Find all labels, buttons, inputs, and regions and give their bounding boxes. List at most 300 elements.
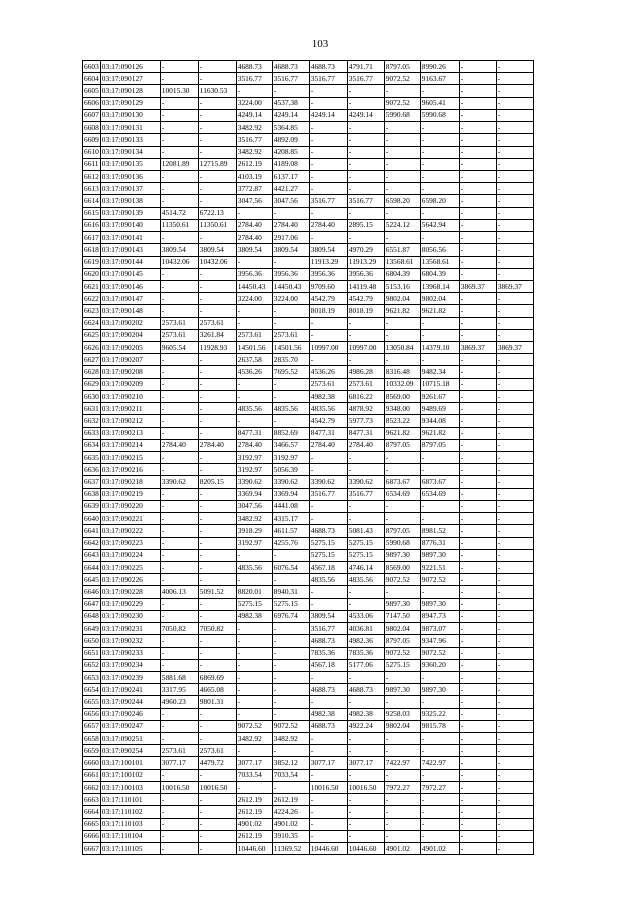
- table-cell: 6631: [83, 403, 101, 415]
- table-cell: 13968.14: [420, 280, 459, 292]
- table-cell: 2612.19: [236, 794, 272, 806]
- table-cell: 3077.17: [347, 757, 384, 769]
- table-cell: -: [496, 122, 533, 134]
- table-cell: 03:17:090244: [100, 696, 160, 708]
- table-cell: 9258.03: [384, 708, 420, 720]
- table-cell: -: [459, 427, 496, 439]
- table-row: [83, 354, 534, 366]
- table-cell: -: [496, 806, 533, 818]
- table-cell: 4986.28: [347, 366, 384, 378]
- table-cell: -: [198, 720, 236, 732]
- table-cell: -: [347, 329, 384, 341]
- table-cell: 3261.84: [198, 329, 236, 341]
- table-row: [83, 476, 534, 488]
- table-cell: -: [160, 73, 198, 85]
- table-cell: -: [198, 830, 236, 842]
- table-cell: 6869.69: [198, 671, 236, 683]
- table-cell: -: [160, 183, 198, 195]
- table-cell: -: [198, 647, 236, 659]
- table-cell: 03:17:090241: [100, 684, 160, 696]
- table-cell: 6654: [83, 684, 101, 696]
- table-cell: -: [347, 671, 384, 683]
- table-cell: -: [459, 684, 496, 696]
- table-row: [83, 659, 534, 671]
- table-cell: 9261.67: [420, 390, 459, 402]
- table-cell: 6804.39: [384, 268, 420, 280]
- table-cell: -: [384, 170, 420, 182]
- table-cell: -: [496, 427, 533, 439]
- table-cell: 6627: [83, 354, 101, 366]
- table-cell: 03:17:090214: [100, 439, 160, 451]
- table-cell: 6976.74: [272, 610, 309, 622]
- table-cell: -: [347, 818, 384, 830]
- table-row: [83, 97, 534, 109]
- table-cell: 6650: [83, 635, 101, 647]
- table-row: [83, 781, 534, 793]
- table-cell: 3192.97: [236, 452, 272, 464]
- table-cell: 6604: [83, 73, 101, 85]
- table-cell: 9605.41: [420, 97, 459, 109]
- table-cell: 4208.85: [272, 146, 309, 158]
- table-cell: 03:17:090147: [100, 293, 160, 305]
- table-cell: -: [459, 794, 496, 806]
- table-cell: -: [384, 329, 420, 341]
- table-cell: -: [459, 109, 496, 121]
- table-cell: 2835.70: [272, 354, 309, 366]
- table-cell: 6665: [83, 818, 101, 830]
- table-cell: 4103.19: [236, 170, 272, 182]
- table-cell: 8569.00: [384, 561, 420, 573]
- table-cell: 03:17:090222: [100, 525, 160, 537]
- table-cell: -: [496, 170, 533, 182]
- table-cell: -: [459, 476, 496, 488]
- table-row: [83, 244, 534, 256]
- table-cell: -: [459, 757, 496, 769]
- table-cell: -: [309, 317, 347, 329]
- table-cell: 03:17:090211: [100, 403, 160, 415]
- table-cell: 3390.62: [272, 476, 309, 488]
- table-cell: 11928.93: [198, 342, 236, 354]
- table-cell: 8018.19: [347, 305, 384, 317]
- table-cell: -: [496, 513, 533, 525]
- table-cell: 2573.61: [160, 745, 198, 757]
- table-row: [83, 708, 534, 720]
- table-cell: 4688.73: [309, 720, 347, 732]
- table-cell: 8316.48: [384, 366, 420, 378]
- table-cell: -: [496, 317, 533, 329]
- table-cell: -: [198, 843, 236, 855]
- table-cell: -: [198, 415, 236, 427]
- table-cell: -: [198, 549, 236, 561]
- table-cell: 9801.31: [198, 696, 236, 708]
- table-cell: 03:17:090220: [100, 500, 160, 512]
- table-cell: 03:17:090144: [100, 256, 160, 268]
- table-cell: 12715.89: [198, 158, 236, 170]
- table-cell: -: [198, 280, 236, 292]
- table-cell: -: [496, 537, 533, 549]
- table-cell: 3809.54: [272, 244, 309, 256]
- table-cell: -: [272, 659, 309, 671]
- table-cell: 6637: [83, 476, 101, 488]
- table-cell: -: [496, 659, 533, 671]
- table-cell: -: [198, 537, 236, 549]
- table-cell: 14379.10: [420, 342, 459, 354]
- table-cell: -: [496, 610, 533, 622]
- table-cell: 11350.61: [198, 219, 236, 231]
- table-cell: 4189.08: [272, 158, 309, 170]
- table-cell: 4688.73: [309, 525, 347, 537]
- table-cell: 3192.97: [236, 464, 272, 476]
- table-cell: -: [160, 452, 198, 464]
- table-cell: -: [160, 537, 198, 549]
- table-cell: 03:17:090224: [100, 549, 160, 561]
- table-cell: -: [496, 598, 533, 610]
- table-cell: 2784.40: [309, 439, 347, 451]
- table-cell: -: [384, 818, 420, 830]
- table-row: [83, 684, 534, 696]
- table-cell: -: [160, 708, 198, 720]
- table-row: [83, 843, 534, 855]
- table-cell: 03:17:090138: [100, 195, 160, 207]
- table-cell: -: [236, 684, 272, 696]
- table-cell: -: [198, 708, 236, 720]
- table-cell: 5275.15: [309, 549, 347, 561]
- table-cell: 03:17:090128: [100, 85, 160, 97]
- table-cell: 6598.20: [420, 195, 459, 207]
- table-row: [83, 207, 534, 219]
- table-cell: -: [459, 708, 496, 720]
- table-cell: -: [420, 671, 459, 683]
- table-cell: 8056.56: [420, 244, 459, 256]
- table-cell: -: [272, 415, 309, 427]
- table-cell: 6644: [83, 561, 101, 573]
- table-cell: -: [420, 207, 459, 219]
- table-cell: -: [236, 659, 272, 671]
- table-cell: 7147.50: [384, 610, 420, 622]
- table-cell: 6639: [83, 500, 101, 512]
- table-cell: -: [496, 354, 533, 366]
- table-cell: 9621.82: [384, 427, 420, 439]
- table-cell: 4970.29: [347, 244, 384, 256]
- table-cell: 03:17:090131: [100, 122, 160, 134]
- table-cell: -: [459, 232, 496, 244]
- table-cell: 6619: [83, 256, 101, 268]
- table-row: [83, 696, 534, 708]
- table-cell: -: [496, 244, 533, 256]
- table-cell: -: [459, 61, 496, 73]
- table-cell: 7422.97: [384, 757, 420, 769]
- table-cell: -: [272, 745, 309, 757]
- table-cell: -: [347, 232, 384, 244]
- table-cell: 03:17:090246: [100, 708, 160, 720]
- table-cell: 9897.30: [420, 598, 459, 610]
- table-cell: -: [160, 122, 198, 134]
- table-cell: 4835.56: [236, 561, 272, 573]
- table-cell: 3852.12: [272, 757, 309, 769]
- table-cell: 3390.62: [347, 476, 384, 488]
- table-cell: -: [309, 85, 347, 97]
- table-cell: 3482.92: [236, 513, 272, 525]
- table-row: [83, 720, 534, 732]
- table-cell: -: [309, 513, 347, 525]
- table-cell: -: [272, 317, 309, 329]
- table-row: [83, 794, 534, 806]
- table-cell: -: [198, 195, 236, 207]
- table-cell: -: [420, 500, 459, 512]
- table-cell: 6622: [83, 293, 101, 305]
- table-cell: -: [198, 73, 236, 85]
- table-cell: -: [198, 598, 236, 610]
- table-cell: 3390.62: [236, 476, 272, 488]
- table-cell: 2784.40: [160, 439, 198, 451]
- table-cell: 6667: [83, 843, 101, 855]
- table-row: [83, 317, 534, 329]
- table-cell: 9347.96: [420, 635, 459, 647]
- table-cell: -: [160, 97, 198, 109]
- table-cell: 2612.19: [236, 830, 272, 842]
- table-cell: 6660: [83, 757, 101, 769]
- table-cell: -: [459, 415, 496, 427]
- table-cell: 9621.82: [420, 427, 459, 439]
- table-cell: 5275.15: [236, 598, 272, 610]
- table-cell: 6646: [83, 586, 101, 598]
- table-cell: 2784.40: [272, 219, 309, 231]
- table-cell: 7695.52: [272, 366, 309, 378]
- table-cell: 6655: [83, 696, 101, 708]
- table-cell: -: [496, 452, 533, 464]
- table-cell: -: [420, 122, 459, 134]
- table-cell: 6632: [83, 415, 101, 427]
- table-cell: -: [420, 733, 459, 745]
- table-cell: -: [459, 769, 496, 781]
- table-cell: -: [459, 366, 496, 378]
- table-cell: 6629: [83, 378, 101, 390]
- table-cell: 03:17:090148: [100, 305, 160, 317]
- table-cell: -: [496, 109, 533, 121]
- table-cell: 3516.77: [347, 488, 384, 500]
- table-cell: -: [309, 354, 347, 366]
- table-cell: 4224.26: [272, 806, 309, 818]
- table-cell: 4421.27: [272, 183, 309, 195]
- table-cell: 6873.67: [420, 476, 459, 488]
- table-cell: 6648: [83, 610, 101, 622]
- table-cell: -: [309, 146, 347, 158]
- table-cell: 3516.77: [309, 195, 347, 207]
- table-cell: 2637.58: [236, 354, 272, 366]
- table-cell: -: [459, 586, 496, 598]
- table-cell: 6598.20: [384, 195, 420, 207]
- table-cell: 10432.06: [160, 256, 198, 268]
- table-cell: 03:17:090135: [100, 158, 160, 170]
- table-cell: -: [496, 73, 533, 85]
- table-cell: -: [384, 452, 420, 464]
- table-row: [83, 671, 534, 683]
- table-cell: -: [309, 806, 347, 818]
- table-cell: 4901.02: [236, 818, 272, 830]
- table-cell: 4878.92: [347, 403, 384, 415]
- table-cell: 6651: [83, 647, 101, 659]
- table-cell: -: [384, 500, 420, 512]
- table-cell: 11350.61: [160, 219, 198, 231]
- table-cell: 9072.52: [420, 647, 459, 659]
- table-cell: 3772.87: [236, 183, 272, 195]
- table-cell: -: [496, 268, 533, 280]
- table-cell: -: [496, 158, 533, 170]
- table-cell: -: [459, 122, 496, 134]
- table-cell: 9072.52: [384, 97, 420, 109]
- table-cell: 4791.71: [347, 61, 384, 73]
- table-cell: 9815.78: [420, 720, 459, 732]
- table-cell: -: [198, 427, 236, 439]
- table-row: [83, 561, 534, 573]
- table-cell: 6652: [83, 659, 101, 671]
- table-cell: -: [160, 720, 198, 732]
- table-cell: -: [459, 464, 496, 476]
- table-cell: 9873.07: [420, 623, 459, 635]
- table-cell: -: [309, 745, 347, 757]
- table-cell: -: [347, 586, 384, 598]
- table-cell: -: [347, 122, 384, 134]
- table-cell: 6625: [83, 329, 101, 341]
- table-cell: 8820.01: [236, 586, 272, 598]
- table-cell: -: [347, 500, 384, 512]
- table-row: [83, 109, 534, 121]
- table-cell: 03:17:090221: [100, 513, 160, 525]
- table-cell: 4688.73: [347, 684, 384, 696]
- table-cell: 14501.56: [272, 342, 309, 354]
- table-cell: 3192.97: [236, 537, 272, 549]
- table-cell: 8018.19: [309, 305, 347, 317]
- table-cell: -: [236, 745, 272, 757]
- table-cell: -: [459, 195, 496, 207]
- table-cell: -: [459, 635, 496, 647]
- table-cell: 9489.69: [420, 403, 459, 415]
- table-cell: 7972.27: [420, 781, 459, 793]
- table-cell: -: [420, 464, 459, 476]
- table-cell: -: [347, 830, 384, 842]
- table-cell: 4542.79: [309, 415, 347, 427]
- table-cell: 2895.15: [347, 219, 384, 231]
- table-row: [83, 574, 534, 586]
- table-cell: 6816.22: [347, 390, 384, 402]
- table-cell: 03:17:090136: [100, 170, 160, 182]
- table-cell: 03:17:100101: [100, 757, 160, 769]
- table-cell: 10446.60: [236, 843, 272, 855]
- table-cell: 8477.31: [347, 427, 384, 439]
- table-cell: 03:17:090225: [100, 561, 160, 573]
- table-cell: 8940.31: [272, 586, 309, 598]
- table-cell: 10016.50: [160, 781, 198, 793]
- table-cell: -: [459, 671, 496, 683]
- table-cell: -: [459, 378, 496, 390]
- table-cell: 3077.17: [309, 757, 347, 769]
- table-cell: 4746.14: [347, 561, 384, 573]
- table-cell: -: [384, 207, 420, 219]
- table-cell: 10015.30: [160, 85, 198, 97]
- table-cell: 9802.04: [384, 623, 420, 635]
- table-cell: -: [496, 134, 533, 146]
- table-cell: -: [459, 158, 496, 170]
- table-cell: -: [459, 574, 496, 586]
- table-cell: 4835.56: [309, 403, 347, 415]
- table-cell: -: [496, 549, 533, 561]
- table-cell: 03:17:100102: [100, 769, 160, 781]
- table-row: [83, 280, 534, 292]
- table-cell: -: [459, 733, 496, 745]
- table-cell: -: [384, 232, 420, 244]
- table-cell: -: [309, 696, 347, 708]
- table-cell: -: [272, 696, 309, 708]
- table-cell: -: [160, 293, 198, 305]
- table-cell: -: [236, 623, 272, 635]
- table-cell: 4036.81: [347, 623, 384, 635]
- table-cell: -: [309, 671, 347, 683]
- table-cell: 5091.52: [198, 586, 236, 598]
- table-cell: 4249.14: [272, 109, 309, 121]
- table-cell: 6616: [83, 219, 101, 231]
- table-cell: -: [309, 97, 347, 109]
- table-cell: 5275.15: [272, 598, 309, 610]
- table-cell: -: [160, 378, 198, 390]
- table-cell: -: [420, 830, 459, 842]
- table-cell: 2784.40: [347, 439, 384, 451]
- table-cell: -: [496, 671, 533, 683]
- table-cell: 14501.56: [236, 342, 272, 354]
- table-cell: 9325.22: [420, 708, 459, 720]
- table-cell: 6722.13: [198, 207, 236, 219]
- table-cell: -: [309, 500, 347, 512]
- table-cell: -: [459, 488, 496, 500]
- table-cell: -: [160, 232, 198, 244]
- table-cell: -: [272, 207, 309, 219]
- table-cell: 11630.53: [198, 85, 236, 97]
- table-cell: 3516.77: [347, 73, 384, 85]
- table-cell: -: [160, 549, 198, 561]
- table-cell: -: [496, 781, 533, 793]
- table-cell: -: [459, 452, 496, 464]
- table-cell: -: [272, 378, 309, 390]
- table-row: [83, 183, 534, 195]
- table-cell: 8797.05: [384, 439, 420, 451]
- table-cell: 4611.57: [272, 525, 309, 537]
- table-cell: -: [347, 513, 384, 525]
- table-cell: -: [384, 671, 420, 683]
- table-cell: 3869.37: [496, 280, 533, 292]
- table-cell: -: [160, 464, 198, 476]
- table-cell: -: [309, 769, 347, 781]
- table-row: [83, 305, 534, 317]
- table-cell: 4982.38: [236, 610, 272, 622]
- table-cell: -: [384, 134, 420, 146]
- table-cell: 8797.05: [420, 439, 459, 451]
- table-cell: 8797.05: [384, 525, 420, 537]
- table-cell: 03:17:090251: [100, 733, 160, 745]
- table-cell: 03:17:100103: [100, 781, 160, 793]
- table-cell: 3047.56: [272, 195, 309, 207]
- table-cell: 4982.38: [309, 390, 347, 402]
- table-row: [83, 158, 534, 170]
- table-cell: -: [198, 183, 236, 195]
- table-cell: -: [236, 305, 272, 317]
- table-cell: 7033.54: [272, 769, 309, 781]
- table-cell: -: [496, 366, 533, 378]
- table-cell: -: [160, 610, 198, 622]
- table-cell: 4901.02: [420, 843, 459, 855]
- table-cell: 7835.36: [309, 647, 347, 659]
- table-cell: 03:17:090204: [100, 329, 160, 341]
- table-cell: -: [160, 280, 198, 292]
- table-cell: 10016.50: [309, 781, 347, 793]
